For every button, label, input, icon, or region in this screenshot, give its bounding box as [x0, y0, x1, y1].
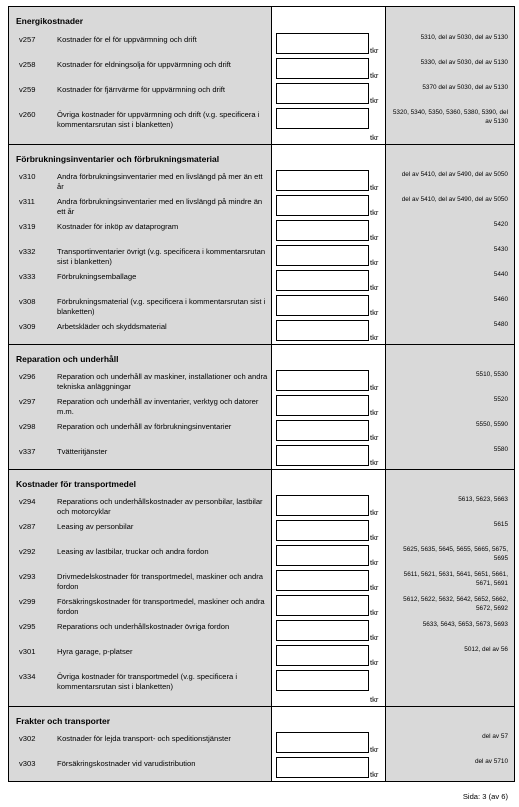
amount-input[interactable] — [276, 570, 369, 591]
account-reference: 5625, 5635, 5645, 5655, 5665, 5675, 5695 — [403, 546, 508, 562]
section-repairs — [9, 344, 514, 469]
row-description: Reparation och underhåll av inventarier, verktyg och datorer m.m. — [57, 397, 259, 416]
unit-label: tkr — [370, 333, 379, 342]
row-code: v311 — [19, 197, 35, 206]
unit-label: tkr — [370, 183, 379, 192]
unit-label: tkr — [370, 258, 379, 267]
amount-input[interactable] — [276, 395, 369, 416]
unit-label: tkr — [370, 433, 379, 442]
section-energy — [9, 7, 514, 144]
amount-input[interactable] — [276, 270, 369, 291]
row-code: v308 — [19, 297, 36, 306]
row-code: v301 — [19, 647, 36, 656]
section-title: Kostnader för transportmedel — [16, 479, 136, 489]
row-code: v260 — [19, 110, 36, 119]
row-code: v334 — [19, 672, 36, 681]
unit-label: tkr — [370, 408, 379, 417]
amount-input[interactable] — [276, 620, 369, 641]
section-header — [9, 7, 514, 32]
amount-input[interactable] — [276, 595, 369, 616]
account-reference: 5550, 5590 — [476, 421, 508, 428]
row-description: Övriga kostnader för transportmedel (v.g. specificera i kommentarsrutan sist i blanketten) — [57, 672, 238, 691]
row-code: v295 — [19, 622, 36, 631]
form-row — [9, 569, 514, 594]
form-row — [9, 244, 514, 269]
row-description: Försäkringskostnader vid varudistribution — [57, 759, 196, 768]
unit-label: tkr — [370, 96, 379, 105]
unit-label: tkr — [370, 208, 379, 217]
row-code: v303 — [19, 759, 36, 768]
account-reference: 5430 — [493, 246, 508, 253]
account-reference: del av 57 — [482, 733, 508, 740]
amount-input[interactable] — [276, 370, 369, 391]
form-row — [9, 219, 514, 244]
account-reference: 5420 — [493, 221, 508, 228]
account-reference: 5320, 5340, 5350, 5360, 5380, 5390, del av 5130 — [392, 109, 508, 125]
row-description: Kostnader för el för uppvärmning och drift — [57, 35, 197, 44]
form-row — [9, 544, 514, 569]
row-code: v337 — [19, 447, 36, 456]
unit-label: tkr — [370, 383, 379, 392]
row-description: Andra förbrukningsinventarier med en livslängd på mer än ett år — [57, 172, 263, 191]
form-row — [9, 82, 514, 107]
form-row — [9, 369, 514, 394]
row-code: v257 — [19, 35, 36, 44]
section-freight — [9, 706, 514, 781]
section-title: Förbrukningsinventarier och förbrukningsmaterial — [16, 154, 220, 164]
form-row — [9, 169, 514, 194]
row-code: v298 — [19, 422, 36, 431]
section-header — [9, 469, 514, 494]
row-description: Tvätteritjänster — [57, 447, 108, 456]
unit-label: tkr — [370, 308, 379, 317]
amount-input[interactable] — [276, 295, 369, 316]
amount-input[interactable] — [276, 495, 369, 516]
form-row — [9, 194, 514, 219]
page-number: Sida: 3 (av 6) — [462, 792, 508, 801]
unit-label: tkr — [370, 558, 379, 567]
unit-label: tkr — [370, 233, 379, 242]
section-transport-vehicles — [9, 469, 514, 706]
row-description: Kostnader för eldningsolja för uppvärmning och drift — [57, 60, 231, 69]
form-row — [9, 519, 514, 544]
amount-input[interactable] — [276, 757, 369, 778]
form-row — [9, 444, 514, 469]
unit-label: tkr — [370, 745, 379, 754]
row-code: v296 — [19, 372, 36, 381]
row-description: Kostnader för fjärrvärme för uppvärmning och drift — [57, 85, 225, 94]
row-code: v259 — [19, 85, 36, 94]
amount-input[interactable] — [276, 545, 369, 566]
unit-label: tkr — [370, 283, 379, 292]
row-description: Reparations och underhållskostnader av personbilar, lastbilar och motorcyklar — [57, 497, 263, 516]
row-code: v287 — [19, 522, 36, 531]
row-description: Transportinventarier övrigt (v.g. specificera i kommentarsrutan sist i blanketten) — [57, 247, 266, 266]
form-row — [9, 756, 514, 781]
form-row — [9, 32, 514, 57]
section-header — [9, 144, 514, 169]
unit-label: tkr — [370, 583, 379, 592]
row-code: v294 — [19, 497, 36, 506]
row-description: Förbrukningsmaterial (v.g. specificera i kommentarsrutan sist i blanketten) — [57, 297, 266, 316]
form-row — [9, 107, 514, 144]
account-reference: del av 5410, del av 5490, del av 5050 — [401, 196, 508, 203]
unit-label: tkr — [370, 71, 379, 80]
account-reference: 5611, 5621, 5631, 5641, 5651, 5661, 5671, 5691 — [403, 571, 508, 587]
row-description: Leasing av personbilar — [57, 522, 134, 531]
unit-label: tkr — [370, 133, 379, 142]
row-description: Andra förbrukningsinventarier med en livslängd på mindre än ett år — [57, 197, 263, 216]
form-row — [9, 619, 514, 644]
account-reference — [386, 669, 514, 706]
cost-form — [8, 6, 515, 782]
form-row — [9, 731, 514, 756]
row-code: v319 — [19, 222, 36, 231]
row-code: v302 — [19, 734, 36, 743]
row-code: v258 — [19, 60, 36, 69]
amount-input[interactable] — [276, 220, 369, 241]
account-reference: 5612, 5622, 5632, 5642, 5652, 5662, 5672, 5692 — [403, 596, 508, 612]
unit-label: tkr — [370, 608, 379, 617]
account-reference: 5520 — [493, 396, 508, 403]
amount-input[interactable] — [276, 732, 369, 753]
account-reference: 5012, del av 56 — [464, 646, 508, 653]
account-reference: 5460 — [493, 296, 508, 303]
amount-input[interactable] — [276, 33, 369, 54]
row-description: Kostnader för inköp av dataprogram — [57, 222, 179, 231]
account-reference: 5510, 5530 — [476, 371, 508, 378]
row-description: Kostnader för lejda transport- och speditionstjänster — [57, 734, 231, 743]
amount-input[interactable] — [276, 645, 369, 666]
form-row — [9, 494, 514, 519]
section-header — [9, 344, 514, 369]
amount-input[interactable] — [276, 83, 369, 104]
row-code: v332 — [19, 247, 36, 256]
account-reference: 5613, 5623, 5663 — [458, 496, 508, 503]
amount-input[interactable] — [276, 195, 369, 216]
amount-input[interactable] — [276, 108, 369, 129]
account-reference: 5440 — [493, 271, 508, 278]
account-reference: 5310, del av 5030, del av 5130 — [420, 34, 508, 41]
form-row — [9, 319, 514, 344]
account-reference: 5480 — [493, 321, 508, 328]
section-title: Frakter och transporter — [16, 716, 110, 726]
amount-input[interactable] — [276, 520, 369, 541]
row-code: v333 — [19, 272, 36, 281]
form-row — [9, 57, 514, 82]
section-title: Reparation och underhåll — [16, 354, 119, 364]
unit-label: tkr — [370, 46, 379, 55]
row-description: Drivmedelskostnader för transportmedel, maskiner och andra fordon — [57, 572, 263, 591]
unit-label: tkr — [370, 658, 379, 667]
unit-label: tkr — [370, 458, 379, 467]
account-reference: del av 5410, del av 5490, del av 5050 — [401, 171, 508, 178]
section-title: Energikostnader — [16, 16, 84, 26]
form-row — [9, 294, 514, 319]
row-code: v299 — [19, 597, 36, 606]
unit-label: tkr — [370, 770, 379, 779]
unit-label: tkr — [370, 633, 379, 642]
form-row — [9, 394, 514, 419]
row-description: Leasing av lastbilar, truckar och andra fordon — [57, 547, 209, 556]
form-row — [9, 269, 514, 294]
unit-label: tkr — [370, 533, 379, 542]
account-reference: 5330, del av 5030, del av 5130 — [420, 59, 508, 66]
unit-label: tkr — [370, 695, 379, 704]
row-description: Reparation och underhåll av förbrukningsinventarier — [57, 422, 232, 431]
row-description: Reparation och underhåll av maskiner, installationer och andra tekniska anläggningar — [57, 372, 268, 391]
row-description: Arbetskläder och skyddsmaterial — [57, 322, 167, 331]
account-reference: 5633, 5643, 5653, 5673, 5693 — [422, 621, 508, 628]
form-row — [9, 594, 514, 619]
row-description: Försäkringskostnader för transportmedel, maskiner och andra fordon — [57, 597, 265, 616]
form-row — [9, 419, 514, 444]
account-reference: del av 5710 — [474, 758, 508, 765]
amount-input[interactable] — [276, 58, 369, 79]
amount-input[interactable] — [276, 420, 369, 441]
row-description: Hyra garage, p-platser — [57, 647, 133, 656]
section-header — [9, 706, 514, 731]
row-code: v310 — [19, 172, 36, 181]
account-reference: 5370 del av 5030, del av 5130 — [422, 84, 508, 91]
row-code: v297 — [19, 397, 36, 406]
amount-input[interactable] — [276, 170, 369, 191]
row-description: Övriga kostnader för uppvärmning och drift (v.g. specificera i kommentarsrutan sist i blanketten) — [57, 110, 260, 129]
section-consumables — [9, 144, 514, 344]
row-code: v292 — [19, 547, 36, 556]
form-row — [9, 644, 514, 669]
row-code: v309 — [19, 322, 36, 331]
account-reference: 5580 — [493, 446, 508, 453]
row-code: v293 — [19, 572, 36, 581]
amount-input[interactable] — [276, 670, 369, 691]
amount-input[interactable] — [276, 445, 369, 466]
form-row — [9, 669, 514, 706]
row-description: Förbrukningsemballage — [57, 272, 137, 281]
account-reference: 5615 — [493, 521, 508, 528]
amount-input[interactable] — [276, 320, 369, 341]
amount-input[interactable] — [276, 245, 369, 266]
unit-label: tkr — [370, 508, 379, 517]
row-description: Reparations och underhållskostnader övriga fordon — [57, 622, 230, 631]
